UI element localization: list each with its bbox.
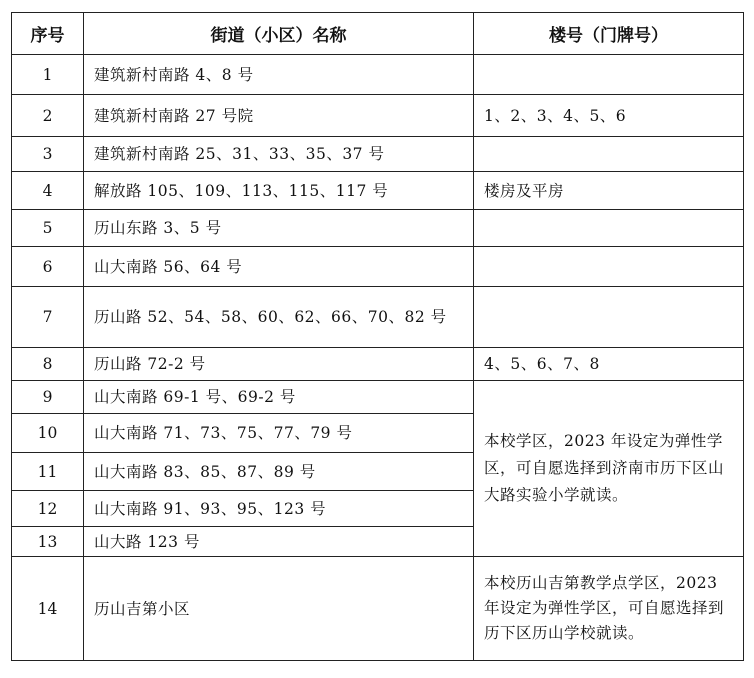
row-building [474,287,744,348]
row-number: 5 [12,210,84,247]
table-row [12,172,744,210]
row-street-name: 山大南路 83、85、87、89 号 [84,453,474,491]
row-building [474,55,744,95]
table-row [12,247,744,287]
school-district-table-container [11,12,743,661]
row-number: 3 [12,137,84,172]
row-number: 10 [12,414,84,453]
row-number: 8 [12,348,84,381]
school-district-table [11,12,744,661]
table-row [12,137,744,172]
row-street-name: 山大南路 71、73、75、77、79 号 [84,414,474,453]
row-building [474,137,744,172]
table-row [12,287,744,348]
table-row [12,55,744,95]
row-number: 9 [12,381,84,414]
row-number: 7 [12,287,84,348]
row-street-name: 历山东路 3、5 号 [84,210,474,247]
row-building: 楼房及平房 [474,172,744,210]
merged-note-lishan-teaching-point: 本校历山吉第教学点学区，2023 年设定为弹性学区，可自愿选择到历下区历山学校就读。 [474,557,744,661]
row-street-name: 建筑新村南路 27 号院 [84,95,474,137]
row-number: 12 [12,491,84,527]
row-number: 6 [12,247,84,287]
row-number: 2 [12,95,84,137]
header-street-name: 街道（小区）名称 [84,13,474,55]
row-building [474,247,744,287]
row-number: 11 [12,453,84,491]
row-number: 4 [12,172,84,210]
table-row [12,557,744,661]
table-header-row [12,13,744,55]
row-street-name: 历山路 72-2 号 [84,348,474,381]
row-number: 1 [12,55,84,95]
table-row [12,348,744,381]
row-street-name: 山大南路 91、93、95、123 号 [84,491,474,527]
merged-note-flexible-district: 本校学区，2023 年设定为弹性学区，可自愿选择到济南市历下区山大路实验小学就读。 [474,381,744,557]
row-building [474,210,744,247]
row-street-name: 山大路 123 号 [84,527,474,557]
row-street-name: 山大南路 56、64 号 [84,247,474,287]
row-street-name: 历山路 52、54、58、60、62、66、70、82 号 [84,287,474,348]
row-building: 1、2、3、4、5、6 [474,95,744,137]
header-building-number: 楼号（门牌号） [474,13,744,55]
row-number: 13 [12,527,84,557]
row-street-name: 建筑新村南路 25、31、33、35、37 号 [84,137,474,172]
row-building: 4、5、6、7、8 [474,348,744,381]
table-row [12,95,744,137]
row-number: 14 [12,557,84,661]
row-street-name: 山大南路 69-1 号、69-2 号 [84,381,474,414]
table-row [12,210,744,247]
row-street-name: 历山吉第小区 [84,557,474,661]
header-serial-number: 序号 [12,13,84,55]
row-street-name: 建筑新村南路 4、8 号 [84,55,474,95]
table-row [12,381,744,414]
row-street-name: 解放路 105、109、113、115、117 号 [84,172,474,210]
